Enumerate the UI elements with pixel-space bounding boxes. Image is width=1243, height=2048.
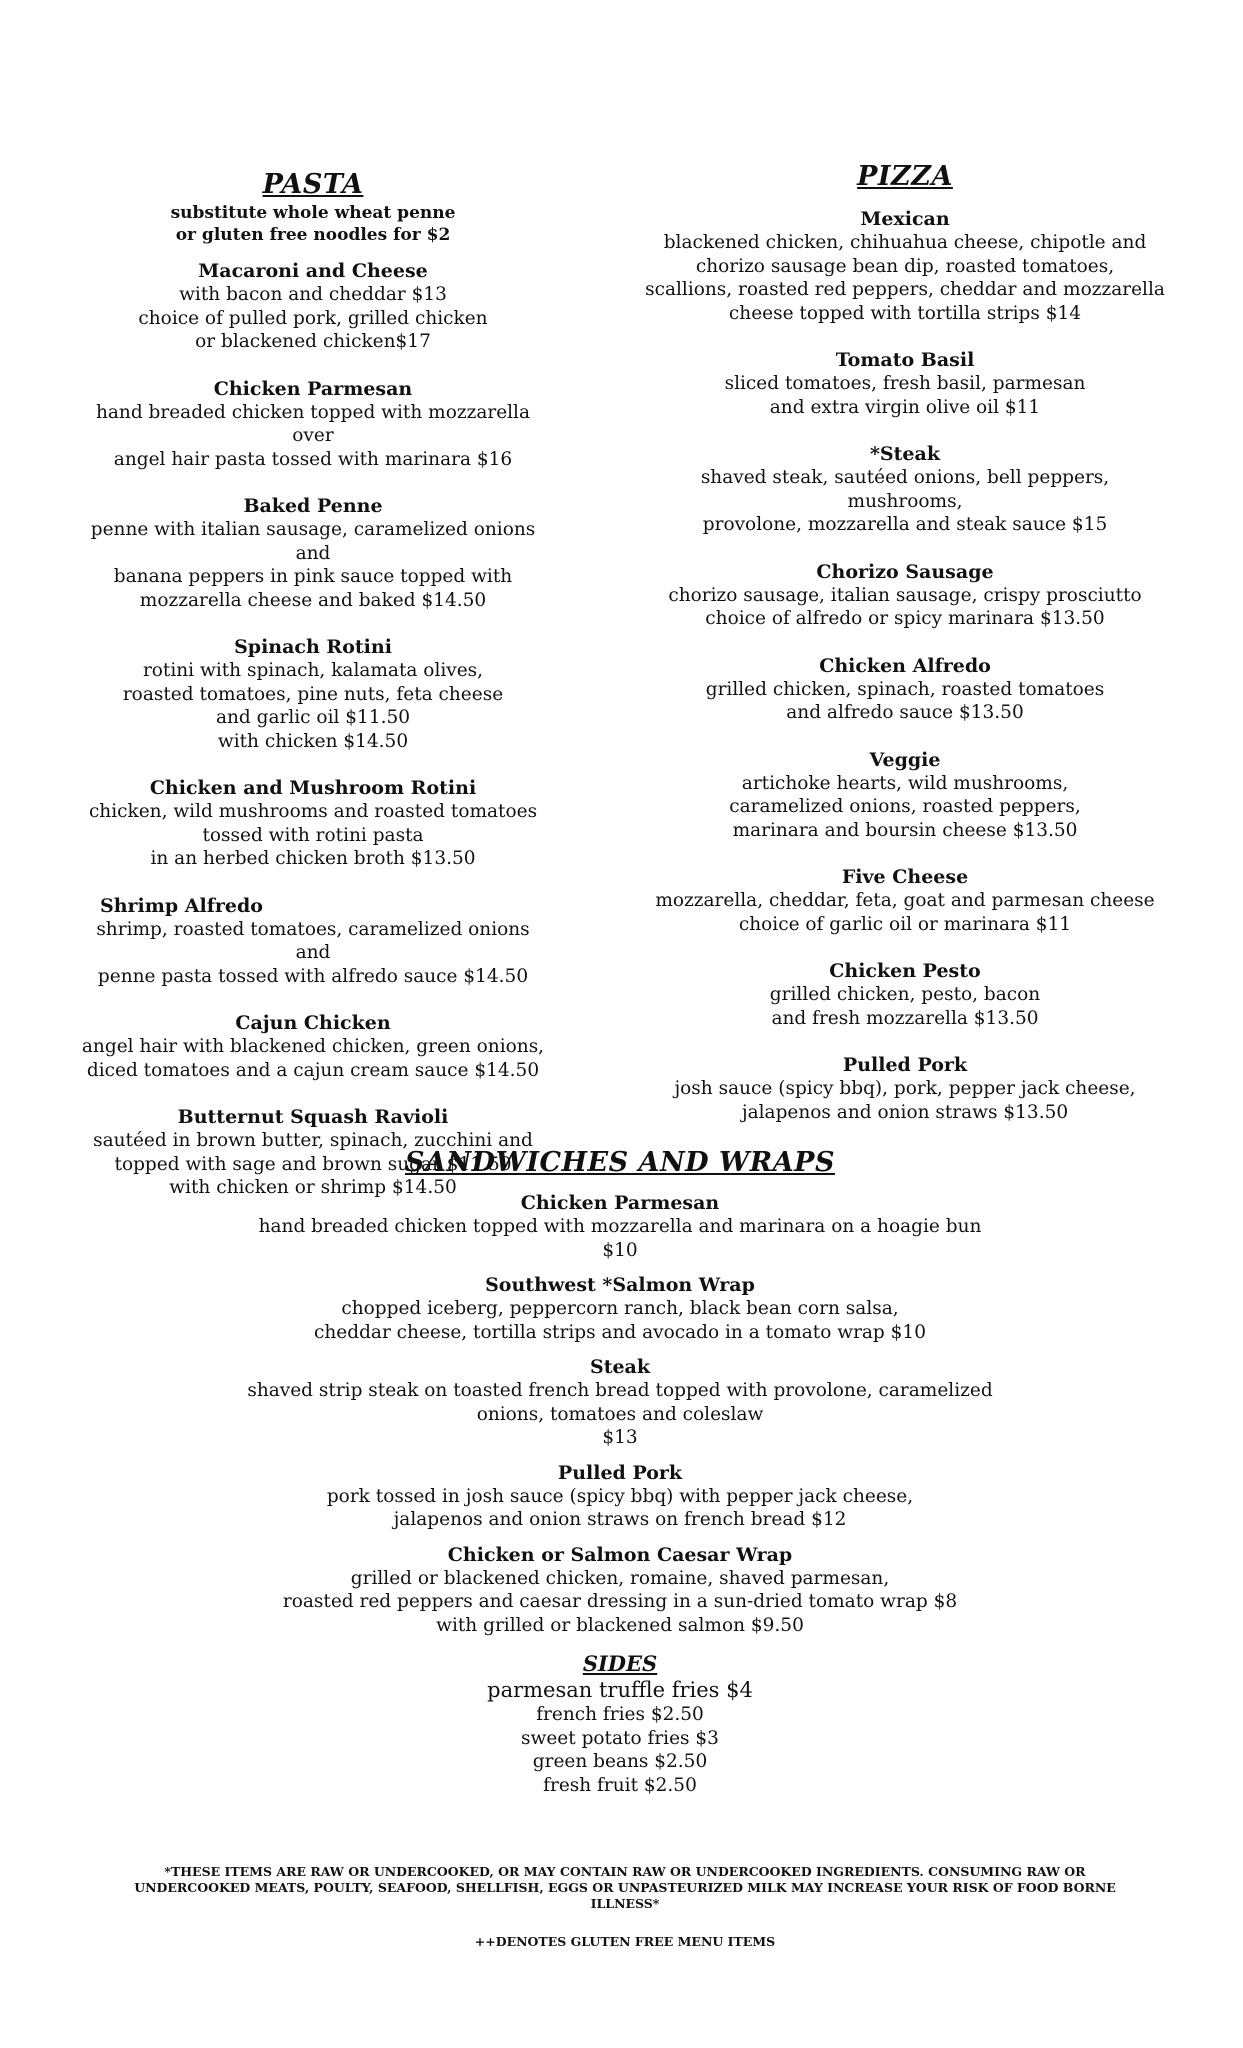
item-name: Chorizo Sausage [816, 560, 994, 583]
item-description: chicken, wild mushrooms and roasted tomatoes tossed with rotini pasta in an herbed chicken broth $13.50 [88, 801, 538, 869]
menu-item [645, 960, 1165, 1030]
item-name: Steak [589, 1356, 651, 1378]
item-description: hand breaded chicken topped with mozzarella over angel hair pasta tossed with marinara $16 [95, 401, 531, 470]
menu-item [78, 636, 548, 753]
item-name: Southwest *Salmon Wrap [485, 1274, 755, 1296]
pasta-section [78, 168, 548, 1224]
item-name: Chicken Pesto [829, 960, 981, 982]
menu-item [645, 208, 1165, 325]
item-description: grilled or blackened chicken, romaine, shaved parmesan, roasted red peppers and caesar dressing in a sun-dried tomato wrap $8 with grilled or blackened salmon $9.50 [282, 1567, 958, 1636]
item-name: Macaroni and Cheese [198, 260, 428, 282]
item-name: Pulled Pork [842, 1054, 968, 1076]
menu-item [240, 1462, 1000, 1532]
item-name: Pulled Pork [557, 1461, 683, 1484]
menu-item [240, 1274, 1000, 1344]
pasta-substitution-note: substitute whole wheat penne or gluten free noodles for $2 [170, 203, 456, 245]
raw-food-disclaimer: *THESE ITEMS ARE RAW OR UNDERCOOKED, OR MAY CONTAIN RAW OR UNDERCOOKED INGREDIENTS. CONSUMING RAW OR UNDERCOOKED MEATS, POULTY, SEAFOOD, SHELLFISH, EGGS OR UNPASTEURIZED MILK MAY INCREASE YOUR RISK OF FOOD BORNE ILLNESS* [134, 1864, 1116, 1911]
item-description: chorizo sausage, italian sausage, crispy prosciutto choice of alfredo or spicy marinara $13.50 [668, 584, 1142, 629]
item-description: grilled chicken, pesto, bacon and fresh mozzarella $13.50 [769, 984, 1041, 1029]
item-description: rotini with spinach, kalamata olives, roasted tomatoes, pine nuts, feta cheese and garlic oil $11.50 with chicken $14.50 [122, 660, 504, 752]
menu-item [78, 895, 548, 989]
menu-item [645, 749, 1165, 843]
pasta-title: PASTA [262, 169, 364, 200]
item-description: angel hair with blackened chicken, green onions, diced tomatoes and a cajun cream sauce $14.50 [81, 1036, 545, 1081]
menu-item [645, 561, 1165, 631]
sides-title: SIDES [582, 1651, 658, 1676]
item-description: shaved steak, sautéed onions, bell peppers, mushrooms, provolone, mozzarella and steak sauce $15 [700, 467, 1110, 535]
item-name: Veggie [869, 748, 941, 771]
item-name: Chicken or Salmon Caesar Wrap [447, 1543, 793, 1566]
item-description: penne with italian sausage, caramelized onions and banana peppers in pink sauce topped with mozzarella cheese and baked $14.50 [90, 519, 536, 611]
menu-item [645, 1054, 1165, 1124]
item-description: josh sauce (spicy bbq), pork, pepper jack cheese, jalapenos and onion straws $13.50 [674, 1078, 1136, 1123]
item-name: Chicken Parmesan [213, 377, 413, 400]
sandwiches-section [240, 1146, 1000, 1797]
menu-item [240, 1356, 1000, 1450]
item-description: sautéed in brown butter, spinach, zucchini and topped with sage and brown sugar $11.50 with chicken or shrimp $14.50 [93, 1130, 533, 1198]
item-name: Chicken and Mushroom Rotini [149, 777, 477, 799]
item-description: pork tossed in josh sauce (spicy bbq) with pepper jack cheese, jalapenos and onion straws on french bread $12 [326, 1485, 914, 1530]
menu-item [240, 1192, 1000, 1262]
menu-item [78, 260, 548, 354]
item-name: Butternut Squash Ravioli [177, 1106, 449, 1128]
item-name: Mexican [860, 208, 950, 230]
item-description: chopped iceberg, peppercorn ranch, black bean corn salsa, cheddar cheese, tortilla strips and avocado in a tomato wrap $10 [314, 1298, 926, 1343]
sides-list [240, 1677, 1000, 1797]
side-item: fresh fruit $2.50 [543, 1774, 697, 1796]
item-name: Shrimp Alfredo [100, 894, 263, 917]
item-name: Cajun Chicken [235, 1012, 391, 1034]
menu-item [240, 1544, 1000, 1638]
pizza-section [645, 160, 1165, 1148]
item-name: Baked Penne [243, 495, 383, 517]
item-name: Spinach Rotini [234, 636, 392, 658]
menu-item [645, 655, 1165, 725]
menu-item [78, 378, 548, 472]
item-description: grilled chicken, spinach, roasted tomatoes and alfredo sauce $13.50 [705, 678, 1105, 723]
menu-item [78, 1012, 548, 1082]
menu-item [645, 349, 1165, 419]
gluten-free-note: ++DENOTES GLUTEN FREE MENU ITEMS [474, 1934, 776, 1949]
item-description: sliced tomatoes, fresh basil, parmesan and extra virgin olive oil $11 [724, 373, 1086, 418]
sandwiches-title: SANDWICHES AND WRAPS [405, 1147, 835, 1178]
menu-item [645, 866, 1165, 936]
side-item: french fries $2.50 [536, 1704, 704, 1725]
side-item: green beans $2.50 [532, 1751, 708, 1772]
item-description: shaved strip steak on toasted french bread topped with provolone, caramelized onions, tomatoes and coleslaw $13 [247, 1380, 993, 1448]
item-name: Five Cheese [841, 866, 969, 888]
menu-item [645, 443, 1165, 537]
item-description: with bacon and cheddar $13 choice of pulled pork, grilled chicken or blackened chicken$17 [138, 284, 488, 352]
side-item: parmesan truffle fries $4 [487, 1678, 753, 1702]
item-description: shrimp, roasted tomatoes, caramelized onions and penne pasta tossed with alfredo sauce $14.50 [96, 918, 530, 987]
side-item: sweet potato fries $3 [521, 1727, 719, 1749]
item-name: Tomato Basil [835, 349, 975, 371]
item-description: hand breaded chicken topped with mozzarella and marinara on a hoagie bun $10 [258, 1216, 982, 1261]
item-description: artichoke hearts, wild mushrooms, caramelized onions, roasted peppers, marinara and boursin cheese $13.50 [729, 772, 1081, 841]
item-description: mozzarella, cheddar, feta, goat and parmesan cheese choice of garlic oil or marinara $11 [655, 890, 1155, 935]
item-name: *Steak [870, 443, 940, 465]
item-name: Chicken Alfredo [819, 654, 991, 677]
menu-item [78, 495, 548, 612]
pizza-title: PIZZA [857, 161, 953, 192]
menu-item [78, 777, 548, 871]
item-description: blackened chicken, chihuahua cheese, chipotle and chorizo sausage bean dip, roasted tomatoes, scallions, roasted red peppers, cheddar and mozzarella cheese topped with tortilla strips $14 [645, 232, 1165, 324]
item-name: Chicken Parmesan [520, 1192, 720, 1214]
